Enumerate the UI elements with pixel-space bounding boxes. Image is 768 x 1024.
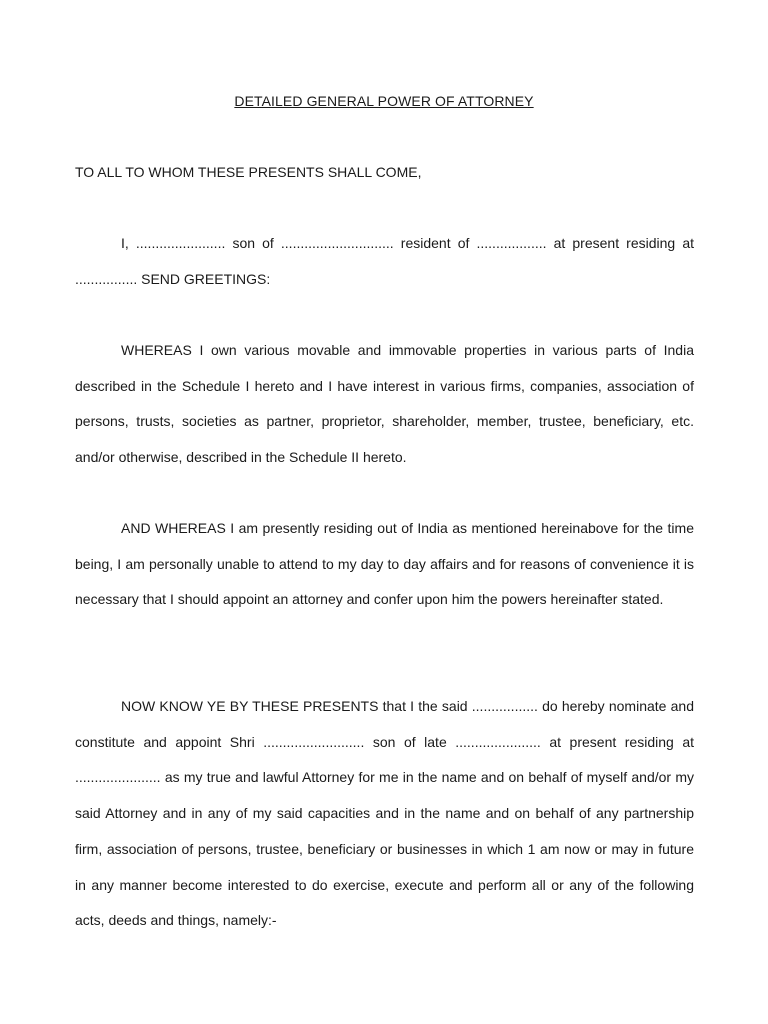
paragraph-greetings: I, ....................... son of ............................. resident of .................. at present residing at ................ SEND GREETINGS: [75,235,694,287]
paragraph-whereas-residing: AND WHEREAS I am presently residing out of India as mentioned hereinabove for the time being, I am personally unable to attend to my day to day affairs and for reasons of convenience it is necessary that I should appoint an attorney and confer upon him the powers hereinafter stated. [75,520,694,608]
salutation: TO ALL TO WHOM THESE PRESENTS SHALL COME, [75,164,422,180]
paragraph-whereas-properties: WHEREAS I own various movable and immovable properties in various parts of India described in the Schedule I hereto and I have interest in various firms, companies, association of persons, trusts, societies as partner, proprietor, shareholder, member, trustee, beneficiary, etc. and/or otherwise, described in the Schedule II hereto. [75,342,694,466]
paragraph-appointment: NOW KNOW YE BY THESE PRESENTS that I the said ................. do hereby nominate and constitute and appoint Shri .......................... son of late ...................... at present residing at ...................... as my true and lawful Attorney for me in the name and on behalf of myself and/or my said Attorney and in any of my said capacities and in the name and on behalf of any partnership firm, association of persons, trustee, beneficiary or businesses in which 1 am now or may in future in any manner become interested to do exercise, execute and perform all or any of the following acts, deeds and things, namely:- [75,698,694,929]
document-title: DETAILED GENERAL POWER OF ATTORNEY [234,93,534,109]
